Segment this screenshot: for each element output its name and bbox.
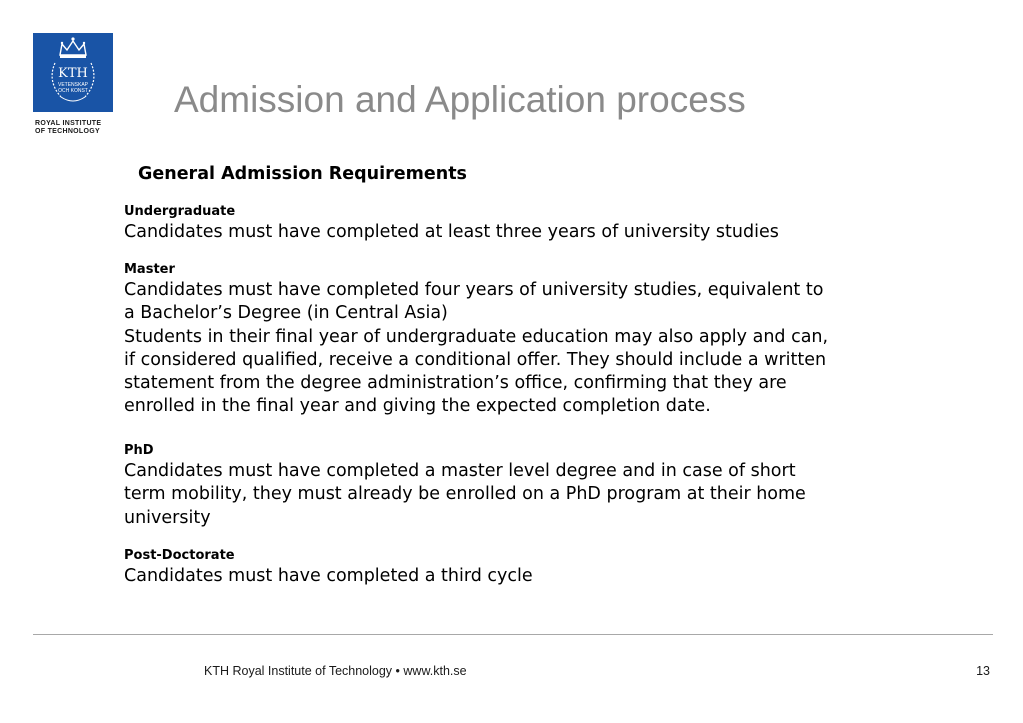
logo-caption-line1: ROYAL INSTITUTE	[35, 120, 102, 127]
text-line: enrolled in the final year and giving the expected completion date.	[124, 396, 711, 417]
text-line: Students in their final year of undergraduate education may also apply and can,	[124, 326, 829, 347]
text-line: Candidates must have completed at least three years of university studies	[124, 222, 779, 242]
text-line: university	[124, 507, 211, 528]
phd-label: PhD	[124, 443, 154, 458]
kth-logo	[33, 33, 115, 135]
text-line: a Bachelor’s Degree (in Central Asia)	[124, 303, 448, 324]
master-label: Master	[124, 262, 175, 277]
logo-initials: KTH	[58, 66, 88, 81]
footer-text: KTH Royal Institute of Technology • www.kth.se	[204, 664, 467, 678]
crown-icon	[33, 33, 113, 112]
postdoc-block	[124, 546, 533, 588]
text-line: Candidates must have completed a master level degree and in case of short	[124, 461, 796, 481]
text-line: Candidates must have completed four years of university studies, equivalent to	[124, 280, 824, 300]
logo-motto-line1: VETENSKAP	[57, 82, 89, 88]
master-block	[124, 260, 828, 419]
postdoc-label: Post-Doctorate	[124, 548, 235, 563]
undergraduate-label: Undergraduate	[124, 204, 236, 219]
phd-text	[124, 460, 806, 530]
text-line: if considered qualified, receive a conditional offer. They should include a written	[124, 349, 827, 370]
phd-block	[124, 441, 806, 530]
text-line: statement from the degree administration’s office, confirming that they are	[124, 373, 787, 394]
slide-title: Admission and Application process	[174, 79, 746, 120]
logo-caption	[35, 120, 115, 136]
logo-caption-line2: OF TECHNOLOGY	[35, 128, 100, 135]
logo-motto-line2: OCH KONST	[58, 88, 88, 94]
section-heading: General Admission Requirements	[138, 164, 467, 184]
page-number: 13	[976, 664, 990, 678]
master-text	[124, 279, 828, 419]
undergraduate-block	[124, 202, 779, 244]
kth-logo-emblem	[33, 33, 113, 112]
postdoc-text	[124, 565, 533, 588]
text-line: term mobility, they must already be enrolled on a PhD program at their home	[124, 484, 806, 505]
footer-divider	[33, 634, 993, 635]
text-line: Candidates must have completed a third cycle	[124, 566, 533, 586]
undergraduate-text	[124, 221, 779, 244]
